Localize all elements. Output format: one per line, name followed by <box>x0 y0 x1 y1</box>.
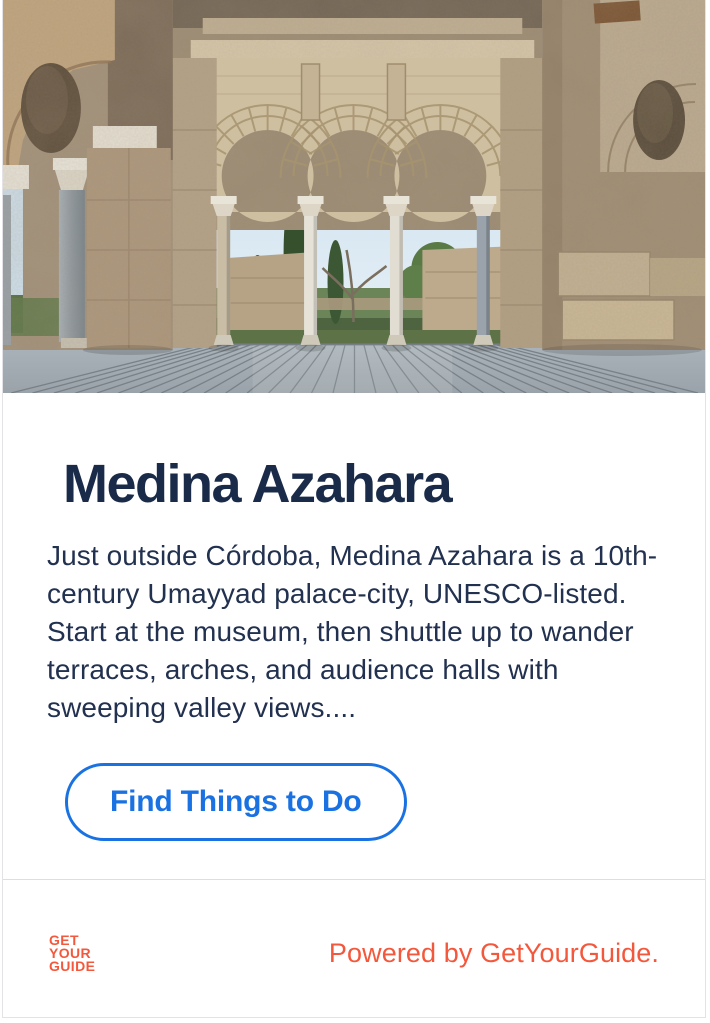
getyourguide-logo[interactable] <box>49 931 96 974</box>
medina-azahara-card <box>2 0 706 1018</box>
footer-divider <box>3 879 705 880</box>
left-stone-wall <box>3 0 173 355</box>
hero-photo-illustration <box>3 0 705 393</box>
page-title: Medina Azahara <box>63 454 452 514</box>
description-text: Just outside Córdoba, Medina Azahara is a 10th-century Umayyad palace-city, UNESCO-listed. Start at the museum, then shuttle up to wander terraces, arches, and audience halls with sweeping valley views.... <box>47 540 658 723</box>
card-content <box>3 393 705 841</box>
logo-line-guide: GUIDE <box>49 957 96 974</box>
powered-by-link[interactable]: Powered by GetYourGuide. <box>328 937 659 968</box>
logo-line-your: YOUR <box>49 944 92 961</box>
logo-line-get: GET <box>49 931 79 948</box>
find-things-to-do-button[interactable]: Find Things to Do <box>65 763 407 841</box>
right-stone-wall <box>542 0 705 356</box>
footer <box>3 888 705 1018</box>
hero-photo <box>3 0 705 393</box>
